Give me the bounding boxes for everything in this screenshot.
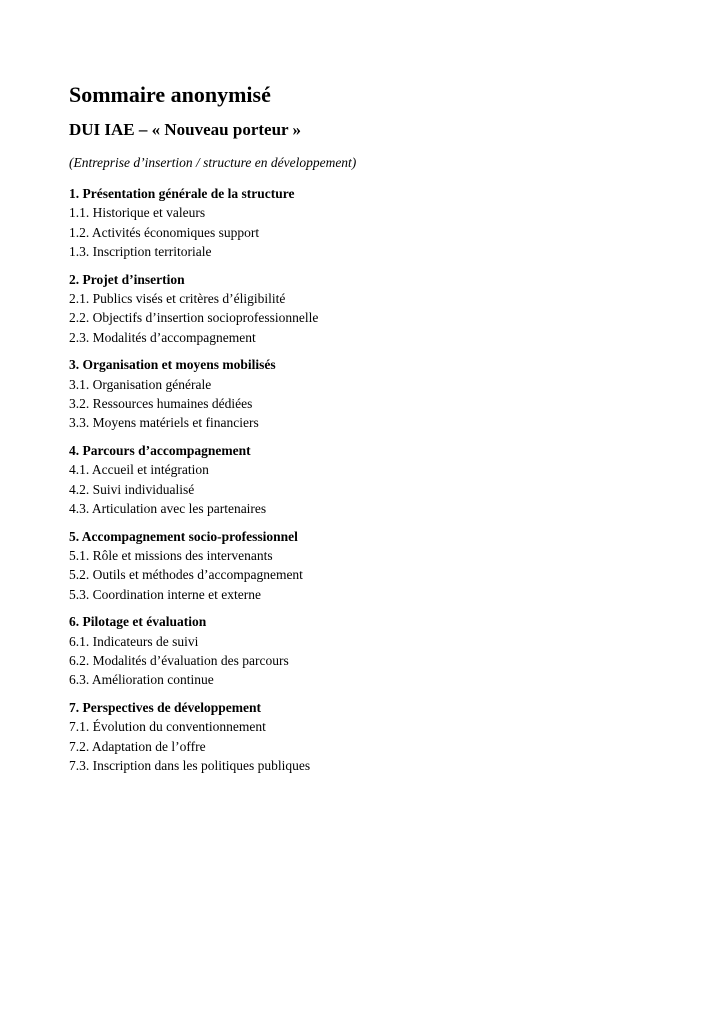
section-item: 3.2. Ressources humaines dédiées	[69, 395, 253, 411]
section-heading: 7. Perspectives de développement	[69, 700, 261, 716]
table-of-contents	[69, 184, 689, 775]
section-item: 2.1. Publics visés et critères d’éligibilité	[69, 290, 286, 306]
toc-section	[69, 441, 689, 518]
section-item: 5.2. Outils et méthodes d’accompagnement	[69, 567, 303, 583]
document-subtitle: DUI IAE – « Nouveau porteur »	[69, 120, 302, 139]
section-item: 1.2. Activités économiques support	[69, 224, 260, 240]
section-heading: 2. Projet d’insertion	[69, 271, 185, 287]
section-item: 6.1. Indicateurs de suivi	[69, 633, 199, 649]
section-heading: 1. Présentation générale de la structure	[69, 186, 295, 201]
toc-section	[69, 612, 689, 689]
section-item: 4.1. Accueil et intégration	[69, 462, 209, 478]
section-item: 5.1. Rôle et missions des intervenants	[69, 548, 273, 564]
section-item: 4.3. Articulation avec les partenaires	[69, 500, 267, 516]
document-page	[69, 80, 689, 784]
section-heading: 5. Accompagnement socio-professionnel	[69, 528, 298, 544]
toc-section	[69, 698, 689, 775]
section-item: 1.1. Historique et valeurs	[69, 205, 206, 221]
section-heading: 3. Organisation et moyens mobilisés	[69, 357, 276, 373]
section-item: 1.3. Inscription territoriale	[69, 243, 212, 259]
toc-section	[69, 355, 689, 432]
section-item: 2.2. Objectifs d’insertion socioprofessionnelle	[69, 310, 319, 326]
document-note: (Entreprise d’insertion / structure en développement)	[69, 155, 357, 170]
document-title: Sommaire anonymisé	[69, 82, 271, 107]
section-item: 7.3. Inscription dans les politiques publiques	[69, 758, 311, 774]
section-item: 2.3. Modalités d’accompagnement	[69, 329, 256, 345]
section-item: 3.3. Moyens matériels et financiers	[69, 415, 259, 431]
section-item: 5.3. Coordination interne et externe	[69, 586, 261, 602]
section-heading: 4. Parcours d’accompagnement	[69, 443, 251, 459]
section-item: 6.2. Modalités d’évaluation des parcours	[69, 653, 289, 669]
section-item: 7.2. Adaptation de l’offre	[69, 738, 206, 754]
toc-section	[69, 527, 689, 604]
section-item: 3.1. Organisation générale	[69, 376, 212, 392]
toc-section	[69, 184, 689, 261]
section-item: 7.1. Évolution du conventionnement	[69, 719, 266, 735]
toc-section	[69, 270, 689, 347]
section-item: 6.3. Amélioration continue	[69, 672, 214, 688]
section-item: 4.2. Suivi individualisé	[69, 481, 195, 497]
section-heading: 6. Pilotage et évaluation	[69, 614, 207, 630]
